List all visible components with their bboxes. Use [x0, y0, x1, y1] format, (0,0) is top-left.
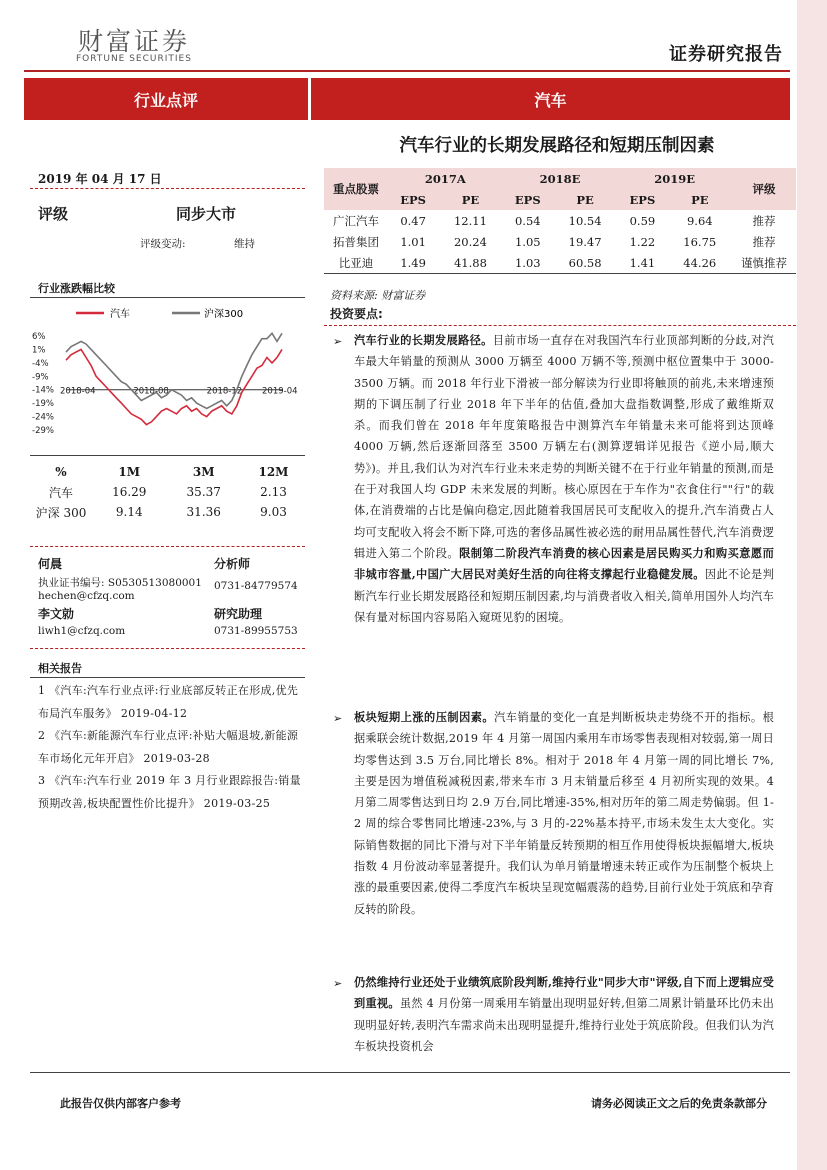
performance-table: [30, 462, 306, 522]
bullet-arrow-icon: ➢: [333, 977, 343, 990]
chart-title: 行业涨跌幅比较: [38, 282, 115, 295]
related-reports-title: 相关报告: [38, 662, 82, 675]
key-points-title: 投资要点:: [330, 307, 383, 321]
rating-change-value: 维持: [234, 238, 255, 250]
y-tick-label: 1%: [32, 345, 46, 356]
footer-rule: [30, 1072, 790, 1073]
header-cell: 3M: [192, 465, 215, 479]
related-reports-list: [38, 680, 306, 816]
key-stocks-table: [324, 168, 796, 274]
logo-chinese: 财富证券: [78, 27, 191, 56]
y-tick-label: -4%: [32, 358, 49, 369]
footer-right: 请务必阅读正文之后的免责条款部分: [591, 1097, 767, 1110]
divider: [30, 546, 305, 547]
header-cell: 评级: [752, 182, 776, 196]
header-cell: 2017A: [424, 171, 466, 186]
y-tick-label: -14%: [32, 385, 54, 396]
related-report-item[interactable]: 2 《汽车:新能源汽车行业点评:补贴大幅退坡,新能源车市场化元年开启》 2019-03-28: [38, 729, 299, 765]
rating-label: 评级: [38, 205, 69, 223]
header-cell: 2019E: [654, 171, 696, 186]
report-date: 2019 年 04 月 17 日: [38, 172, 162, 186]
related-report-item[interactable]: 3 《汽车:汽车行业 2019 年 3 月行业跟踪报告:销量预期改善,板块配置性价比提升》 2019-03-25: [38, 774, 301, 810]
table-row: 汽车 16.29 35.37 2.13: [48, 485, 287, 500]
bullet-arrow-icon: ➢: [333, 712, 343, 725]
banner-category: 行业点评: [24, 78, 308, 120]
header-cell: 12M: [258, 465, 289, 479]
x-tick-label: 2019-04: [262, 386, 298, 397]
table-row: 广汇汽车 0.47 12.11 0.54 10.54 0.59 9.64 推荐: [333, 213, 776, 228]
analyst-license: 执业证书编号: S0530513080001: [38, 577, 202, 589]
analyst-name: 何晨: [38, 557, 63, 571]
table-row: 拓普集团 1.01 20.24 1.05 19.47 1.22 16.75 推荐: [333, 234, 776, 249]
rating-change-label: 评级变动:: [140, 238, 186, 250]
paragraph-rating: 仍然维持行业还处于业绩筑底阶段判断,维持行业"同步大市"评级,自下而上逻辑应受到重视。虽然 4 月份第一周乘用车销量出现明显好转,但第二周累计销量环比仍未出现明显好转,表明汽车需求尚未出现明显提升,维持行业处于筑底阶段。但我们认为汽车板块投资机会: [354, 975, 774, 1053]
assistant-email[interactable]: liwh1@cfzq.com: [38, 625, 126, 637]
paragraph-long-term: 汽车行业的长期发展路径。目前市场一直存在对我国汽车行业顶部判断的分歧,对汽车最大年销量的预测从 3000 万辆至 4000 万辆不等,预测中枢位置集中于 3000-3500 万辆。而 2018 年行业下滑被一部分解读为行业即将触顶的前兆,未来增速预期的下调压制了行业 2018 年下半年的估值,叠加大盘指数调整,形成了戴维斯双杀。而我们曾在 2018 年年度策略报告中测算汽车年销量未来可能将到达顶峰 4000 万辆,然后逐渐回落至 3500 万辆左右(测算逻辑详见报告《逆小局,顺大势》)。并且,我们认为对汽车行业未来走势的判断关键不在于行业年销量的预测,而是在于对我国人均 GDP 未来发展的判断。核心原因在于车作为"衣食住行""行"的载体,在消费端的占比是偏向稳定,因此随着我国居民可支配收入的提升,汽车消费占人均可支配收入将会不断下降,可选的奢侈品属性被必选的耐用品属性替代,汽车消费逻辑进入第二个阶段。限制第二阶段汽车消费的核心因素是居民购买力和购买意愿而非城市容量,中国广大居民对美好生活的向往将支撑起行业稳健发展。因此不论是判断汽车行业长期发展路径和短期压制因素,均与消费者收入相关,简单用国外人均汽车保有量对标国内容易陷入窥斑见豹的困境。: [354, 333, 774, 624]
divider: [30, 648, 305, 649]
header-cell: 2018E: [539, 171, 581, 186]
analyst-phone: 0731-84779574: [214, 580, 298, 592]
table-header-row: [324, 168, 796, 189]
header-rule: [24, 70, 790, 72]
table-source: 资料来源: 财富证券: [330, 289, 426, 302]
divider: [30, 297, 305, 298]
y-tick-label: 6%: [32, 332, 46, 342]
y-tick-label: -29%: [32, 426, 54, 436]
paragraph-short-term: 板块短期上涨的压制因素。汽车销量的变化一直是判断板块走势绕不开的指标。根据乘联会统计数据,2019 年 4 月第一周国内乘用车市场零售表现相对较弱,第一周日均零售达到 3.5 万台,同比增长 8%。相对于 2018 年 4 月第一周的同比增长 7%,主要是因为增值税减税因素,带来车市 3 月末销量后移至 4 月初所实现的效果。4 月第二周零售达到日均 2.9 万台,同比增速-35%,相对历年的第二周走势偏弱。但 1-2 周的综合零售同比增速-23%,与 3 月的-22%基本持平,市场未发生太大变化。实际销售数据的同比下滑与对下半年销量反转预期的相互作用使得板块振幅增大,板块指数 4 月份波动率显著提升。我们认为单月销量增速未转正或作为压制整个板块上涨的最重要因素,使得二季度汽车板块呈现宽幅震荡的趋势,目前行业处于筑底和孕育反转的阶段。: [354, 710, 774, 916]
y-tick-label: -19%: [32, 399, 54, 410]
assistant-role: 研究助理: [214, 607, 263, 621]
table-header-row: [30, 462, 306, 482]
divider: [324, 325, 796, 326]
chart-background: [30, 302, 306, 450]
rating-value: 同步大市: [176, 205, 237, 223]
analyst-email[interactable]: hechen@cfzq.com: [38, 590, 135, 602]
banner-industry: 汽车: [311, 78, 790, 120]
table-row: 比亚迪 1.49 41.88 1.03 60.58 1.41 44.26 谨慎推荐: [324, 252, 796, 274]
report-type-title: 证券研究报告: [669, 44, 783, 65]
legend-label-auto: 汽车: [110, 309, 130, 320]
header-cell: 重点股票: [333, 182, 379, 196]
assistant-name: 李文勍: [38, 607, 75, 621]
right-margin-band: [797, 0, 827, 1170]
table-header-row: EPS PE EPS PE EPS PE: [324, 189, 796, 210]
divider: [30, 677, 305, 678]
header-cell: 1M: [118, 465, 141, 479]
footer-left: 此报告仅供内部客户参考: [60, 1097, 181, 1110]
x-tick-label: 2018-08: [133, 386, 169, 397]
x-tick-label: 2018-12: [206, 386, 243, 397]
analyst-role: 分析师: [214, 557, 251, 571]
assistant-phone: 0731-89955753: [214, 625, 298, 637]
table-row: 沪深 300 9.14 31.36 9.03: [35, 505, 287, 520]
logo-english: FORTUNE SECURITIES: [76, 54, 192, 64]
y-tick-label: -9%: [32, 372, 49, 383]
report-headline: 汽车行业的长期发展路径和短期压制因素: [399, 136, 715, 156]
divider: [30, 188, 305, 189]
legend-label-hs300: 沪深300: [204, 309, 244, 320]
divider: [30, 455, 305, 456]
performance-chart: [30, 302, 306, 450]
y-tick-label: -24%: [32, 412, 54, 423]
related-report-item[interactable]: 1 《汽车:汽车行业点评:行业底部反转正在形成,优先布局汽车服务》 2019-04-12: [38, 684, 299, 720]
x-tick-label: 2018-04: [60, 386, 96, 397]
bullet-arrow-icon: ➢: [333, 335, 343, 348]
header-cell: %: [55, 465, 67, 479]
